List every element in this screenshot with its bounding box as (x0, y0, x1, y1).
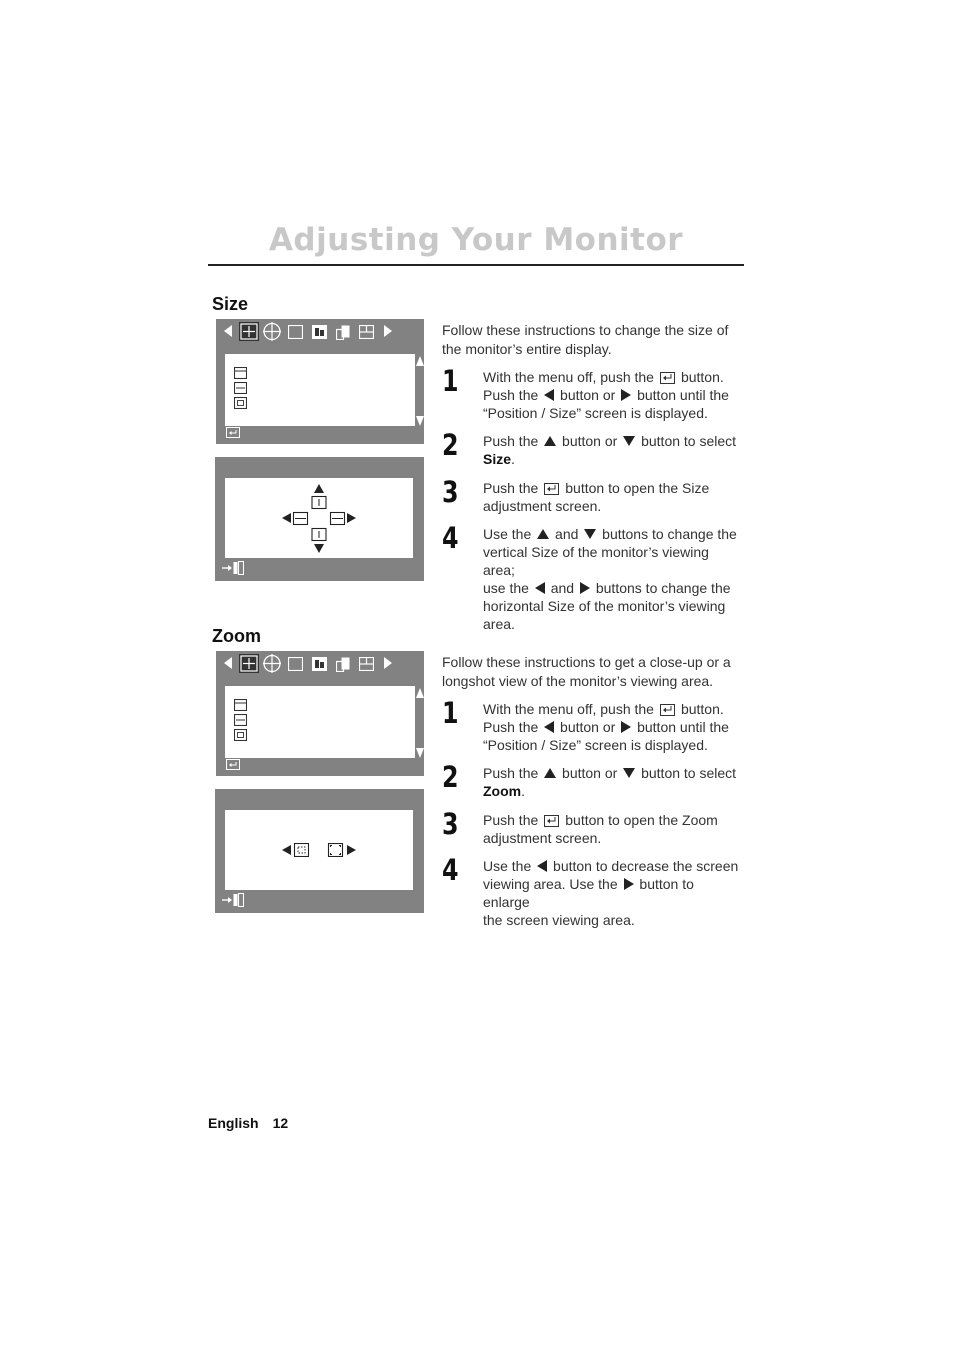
text-segment: button or (560, 719, 616, 735)
step-number: 3 (442, 475, 459, 509)
osd-adjust-panel-zoom (215, 789, 424, 913)
osd-menu-bar (216, 319, 424, 345)
up-triangle-icon (537, 529, 549, 539)
step-number: 3 (442, 807, 459, 841)
osd-menu-bar (216, 651, 424, 677)
left-arrow-icon (224, 657, 232, 669)
osd-menu-panel-size (216, 319, 424, 444)
step-number: 2 (442, 428, 459, 462)
text-segment: button. (680, 369, 724, 385)
footer-language: English (208, 1115, 259, 1131)
osd-option-list (225, 686, 415, 758)
right-triangle-icon (580, 582, 590, 594)
enter-button-icon (660, 704, 675, 716)
enter-button-icon (544, 483, 559, 495)
blank-icon (288, 325, 303, 339)
right-triangle-icon (621, 721, 631, 733)
osd-option-list (225, 354, 415, 426)
text-segment: vertical Size of the monitor’s viewing area; (483, 544, 709, 578)
text-segment: Push the (483, 480, 539, 496)
text-segment: adjustment screen. (483, 830, 602, 846)
text-segment: button to select (641, 433, 737, 449)
right-triangle-icon (621, 389, 631, 401)
down-triangle-icon (623, 436, 635, 446)
advanced-icon (359, 325, 374, 339)
zoom-icon (234, 397, 247, 409)
text-segment: and (555, 526, 579, 542)
enter-button-icon (544, 815, 559, 827)
text-segment: button to open the Size (565, 480, 710, 496)
text-segment: Push the (483, 433, 539, 449)
section-heading-zoom: Zoom (212, 626, 261, 646)
text-segment: Use the (483, 526, 532, 542)
zoom-adjust-control (282, 843, 356, 857)
left-triangle-icon (535, 582, 545, 594)
left-arrow-icon (224, 325, 232, 337)
enter-icon (226, 427, 240, 438)
step-number: 4 (442, 521, 459, 555)
text-segment: Push the (483, 765, 539, 781)
text-segment: Push the (483, 387, 539, 403)
osd-adjust-area (225, 810, 413, 890)
right-triangle-icon (624, 878, 634, 890)
page-footer (208, 1115, 288, 1131)
advanced-icon (359, 657, 374, 671)
geometry-icon (263, 322, 281, 341)
text-segment: Use the (483, 858, 532, 874)
down-triangle-icon (623, 768, 635, 778)
step-number: 1 (442, 696, 459, 730)
enter-icon (226, 759, 240, 770)
size-intro-text: Follow these instructions to change the size of the monitor’s entire display. (442, 322, 729, 357)
osd-adjust-area (225, 478, 413, 558)
left-triangle-icon (544, 389, 554, 401)
title-divider (208, 264, 744, 266)
color-icon (312, 325, 327, 339)
text-segment: viewing area. Use the (483, 876, 618, 892)
step-text (483, 700, 741, 754)
position-size-icon (239, 322, 259, 341)
text-segment: area. (483, 616, 515, 632)
right-arrow-icon (384, 657, 392, 669)
text-segment: button. (680, 701, 724, 717)
step-text (483, 857, 741, 929)
text-segment: button to enlarge (483, 876, 694, 910)
enter-button-icon (660, 372, 675, 384)
exit-icon (222, 561, 244, 575)
text-segment: adjustment screen. (483, 498, 602, 514)
scroll-down-icon (416, 416, 424, 426)
text-segment: button until the (637, 719, 729, 735)
size-icon (234, 714, 247, 726)
geometry-icon (263, 654, 281, 673)
text-segment: button until the (637, 387, 729, 403)
left-triangle-icon (537, 860, 547, 872)
blank-icon (288, 657, 303, 671)
text-segment: Push the (483, 719, 539, 735)
scroll-up-icon (416, 688, 424, 698)
text-segment: buttons to change the (595, 580, 731, 596)
step-number: 4 (442, 853, 459, 887)
text-segment: button or (560, 387, 616, 403)
left-triangle-icon (544, 721, 554, 733)
page-title: Adjusting Your Monitor (268, 222, 684, 258)
position-size-icon (239, 654, 259, 673)
text-segment: horizontal Size of the monitor’s viewing (483, 598, 726, 614)
right-arrow-icon (384, 325, 392, 337)
osd-menu-panel-zoom (216, 651, 424, 776)
step-text (483, 764, 741, 800)
page-number: 12 (272, 1115, 289, 1131)
text-segment: “Position / Size” screen is displayed. (483, 405, 708, 421)
step-text (483, 479, 741, 515)
text-segment: button or (562, 433, 618, 449)
step-text (483, 368, 741, 422)
text-segment: With the menu off, push the (483, 701, 654, 717)
position-icon (234, 699, 247, 711)
text-segment: buttons to change the (602, 526, 737, 542)
text-segment: Size (483, 451, 512, 467)
zoom-intro-text: Follow these instructions to get a close-up or a longshot view of the monitor’s viewing area. (442, 654, 731, 689)
text-segment: Zoom (483, 783, 522, 799)
up-triangle-icon (544, 436, 556, 446)
scroll-down-icon (416, 748, 424, 758)
up-triangle-icon (544, 768, 556, 778)
text-segment: “Position / Size” screen is displayed. (483, 737, 708, 753)
text-segment: button to select (641, 765, 737, 781)
image-icon (336, 657, 350, 672)
osd-adjust-panel-size (215, 457, 424, 581)
text-segment: the screen viewing area. (483, 912, 635, 928)
section-heading-size: Size (212, 294, 249, 314)
size-adjust-control (282, 484, 356, 554)
step-number: 2 (442, 760, 459, 794)
position-icon (234, 367, 247, 379)
step-text (483, 811, 741, 847)
exit-icon (222, 893, 244, 907)
text-segment: use the (483, 580, 529, 596)
text-segment: button to decrease the screen (553, 858, 739, 874)
step-text (483, 525, 741, 633)
text-segment: button or (562, 765, 618, 781)
size-icon (234, 382, 247, 394)
zoom-icon (234, 729, 247, 741)
step-number: 1 (442, 364, 459, 398)
text-segment: . (511, 451, 515, 467)
text-segment: Push the (483, 812, 539, 828)
down-triangle-icon (584, 529, 596, 539)
scroll-up-icon (416, 356, 424, 366)
image-icon (336, 325, 350, 340)
text-segment: button to open the Zoom (565, 812, 718, 828)
text-segment: . (521, 783, 525, 799)
step-text (483, 432, 741, 468)
text-segment: and (550, 580, 575, 596)
text-segment: With the menu off, push the (483, 369, 654, 385)
color-icon (312, 657, 327, 671)
